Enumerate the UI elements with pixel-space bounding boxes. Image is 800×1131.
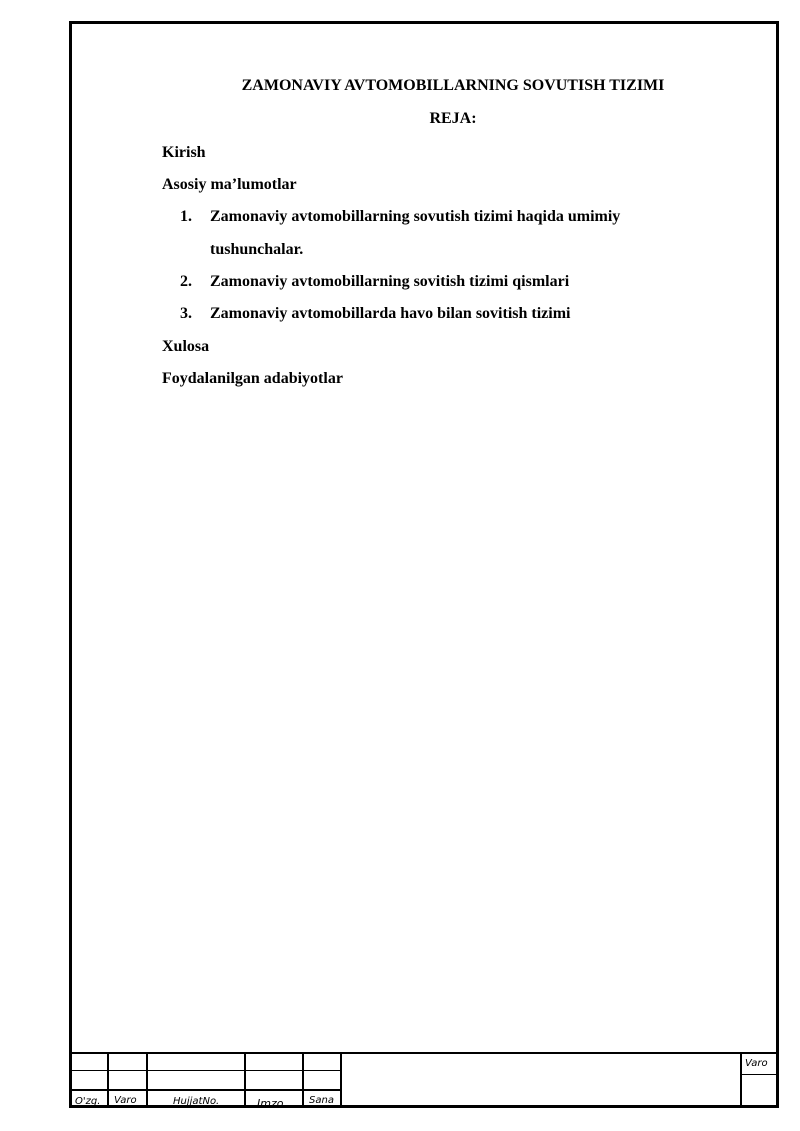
references-line: Foydalanilgan adabiyotlar: [162, 370, 343, 387]
conclusion-line: Xulosa: [162, 338, 210, 355]
col-divider-1: [107, 1052, 109, 1108]
col-divider-2: [146, 1052, 148, 1108]
col-label-changes: O'zg.: [75, 1096, 101, 1107]
col-divider-5: [340, 1052, 342, 1108]
main-section-line: Asosiy ma’lumotlar: [162, 176, 297, 193]
item-1-text: Zamonaviy avtomobillarning sovutish tizimi haqida umimiy: [210, 208, 621, 225]
col-label-date: Sana: [309, 1095, 334, 1106]
col-label-sheet: Varo: [114, 1095, 137, 1106]
item-3-number: 3.: [180, 305, 192, 322]
sheet-cell-divider: [740, 1074, 779, 1075]
item-1-number: 1.: [180, 208, 192, 225]
intro-line: Kirish: [162, 144, 206, 161]
col-divider-4: [302, 1052, 304, 1108]
sheet-label: Varo: [745, 1058, 768, 1069]
sheet-cell-left-border: [740, 1052, 742, 1108]
col-divider-3: [244, 1052, 246, 1108]
item-2-number: 2.: [180, 273, 192, 290]
document-title: ZAMONAVIY AVTOMOBILLARNING SOVUTISH TIZIMI: [241, 77, 665, 94]
item-3-text: Zamonaviy avtomobillarda havo bilan sovitish tizimi: [210, 305, 571, 322]
col-label-signature: Imzo: [257, 1097, 284, 1110]
item-2-text: Zamonaviy avtomobillarning sovitish tizimi qismlari: [210, 273, 570, 290]
item-1-text-continued: tushunchalar.: [210, 241, 304, 258]
plan-heading: REJA:: [429, 110, 477, 127]
title-block: [69, 1052, 779, 1108]
title-block-top-border: [69, 1052, 779, 1054]
col-label-document-number: HujjatNo.: [173, 1096, 220, 1107]
